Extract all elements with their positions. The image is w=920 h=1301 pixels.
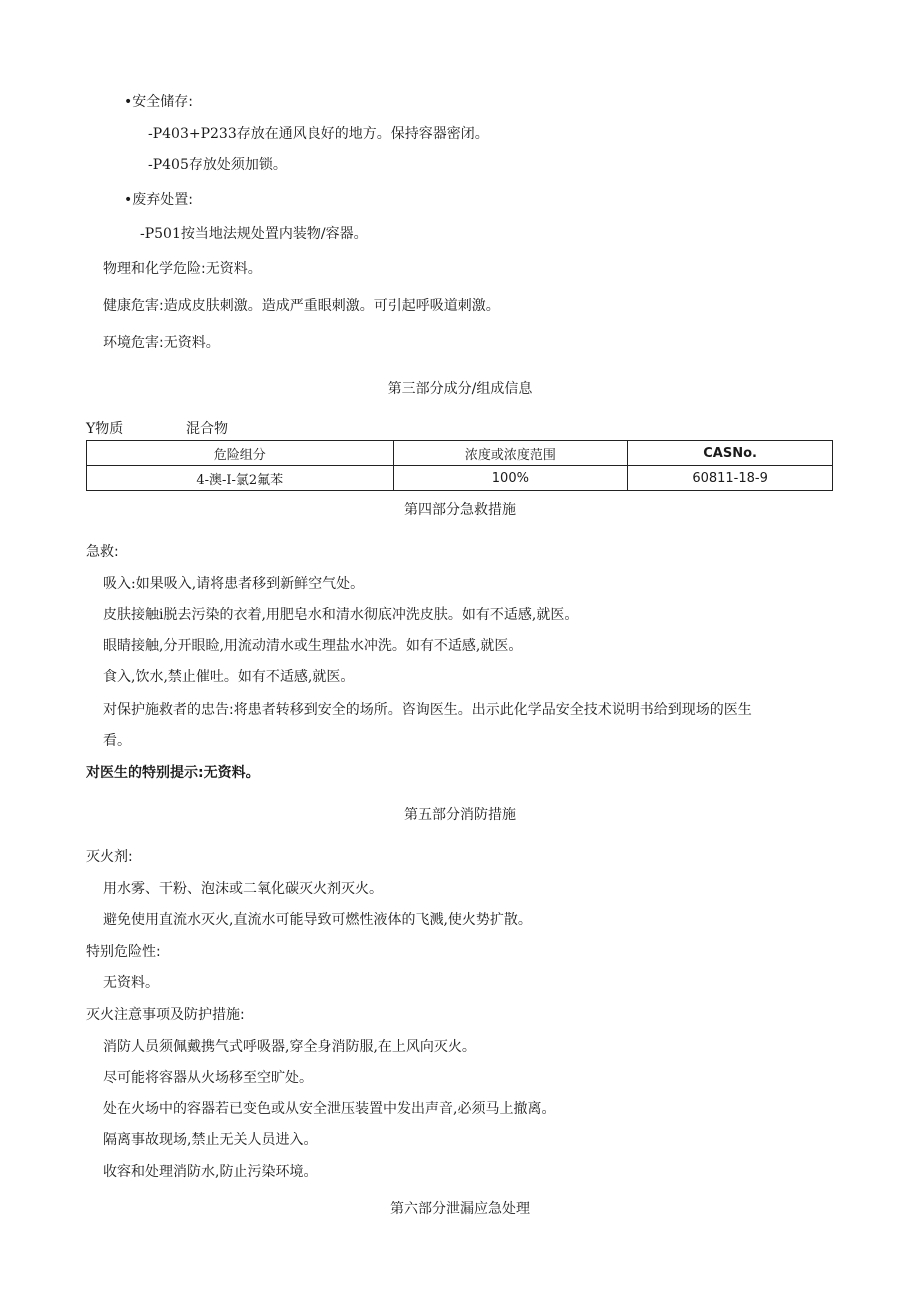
p405-statement: -P405存放处须加锁。 bbox=[148, 157, 287, 173]
table-row bbox=[87, 466, 833, 491]
precaution-2: 尽可能将容器从火场移至空旷处。 bbox=[103, 1070, 313, 1086]
ingestion-value: ,饮水,禁止催吐。如有不适感,就医。 bbox=[131, 669, 355, 685]
precaution-3: 处在火场中的容器若已变色或从安全泄压装置中发出声音,必须马上撤离。 bbox=[103, 1101, 556, 1117]
precaution-5: 收容和处理消防水,防止污染环境。 bbox=[103, 1164, 318, 1180]
rescuer-advice-continuation: 看。 bbox=[103, 733, 131, 749]
env-hazard-value: 无资料。 bbox=[163, 335, 220, 351]
rescuer-advice-line bbox=[103, 700, 752, 720]
env-hazard-label: 环境危害: bbox=[103, 335, 164, 351]
section-3-title: 第三部分成分/组成信息 bbox=[387, 381, 533, 397]
skin-contact-value: i脱去污染的衣着,用肥皂水和清水彻底冲洗皮肤。如有不适感,就医。 bbox=[159, 607, 579, 623]
health-hazard-value: 造成皮肤刺激。造成严重眼刺激。可引起呼吸道刺激。 bbox=[163, 298, 500, 314]
substance-type-value: 混合物 bbox=[186, 421, 228, 437]
precaution-1: 消防人员须佩戴携气式呼吸器,穿全身消防服,在上风向灭火。 bbox=[103, 1039, 476, 1055]
eye-contact-label: 眼睛接触 bbox=[103, 638, 159, 654]
special-hazard-value: 无资料。 bbox=[103, 975, 159, 991]
disposal-label: •废弃处置: bbox=[124, 192, 193, 208]
health-hazard-line bbox=[103, 296, 500, 316]
storage-label: •安全储存: bbox=[124, 94, 193, 110]
header-component: 危险组分 bbox=[87, 441, 394, 466]
header-cas: CASNo. bbox=[628, 441, 833, 466]
cell-cas: 60811-18-9 bbox=[628, 466, 833, 491]
phys-hazard-line bbox=[103, 259, 262, 279]
eye-contact-value: ,分开眼睑,用流动清水或生理盐水冲洗。如有不适感,就医。 bbox=[159, 638, 523, 654]
p403-statement: -P403+P233存放在通风良好的地方。保持容器密闭。 bbox=[148, 126, 489, 142]
rescuer-advice-label: 对保护施救者的忠告: bbox=[103, 702, 234, 718]
rescuer-advice-value: 将患者转移到安全的场所。咨询医生。出示此化学品安全技术说明书给到现场的医生 bbox=[233, 702, 752, 718]
firstaid-label: 急救: bbox=[86, 544, 119, 560]
ingestion-line bbox=[103, 667, 354, 687]
phys-hazard-label: 物理和化学危险: bbox=[103, 261, 206, 277]
p501-statement: -P501按当地法规处置内装物/容器。 bbox=[140, 226, 368, 242]
cell-concentration: 100% bbox=[393, 466, 628, 491]
cell-component: 4-澳-I-氯2氟苯 bbox=[87, 466, 394, 491]
section-4-title: 第四部分急救措施 bbox=[404, 502, 516, 518]
header-concentration: 浓度或浓度范围 bbox=[393, 441, 628, 466]
skin-contact-label: 皮肤接触 bbox=[103, 607, 159, 623]
composition-table bbox=[86, 440, 833, 491]
env-hazard-line bbox=[103, 333, 220, 353]
section-5-title: 第五部分消防措施 bbox=[404, 807, 516, 823]
special-hazard-label: 特别危险性: bbox=[86, 944, 161, 960]
doctor-note: 对医生的特别提示:无资料。 bbox=[86, 765, 260, 781]
table-header-row bbox=[87, 441, 833, 466]
substance-type-label: Y物质 bbox=[86, 421, 124, 437]
phys-hazard-value: 无资料。 bbox=[205, 261, 262, 277]
extinguishing-agent-label: 灭火剂: bbox=[86, 849, 133, 865]
eye-contact-line bbox=[103, 636, 522, 656]
precaution-4: 隔离事故现场,禁止无关人员进入。 bbox=[103, 1132, 318, 1148]
health-hazard-label: 健康危害: bbox=[103, 298, 164, 314]
extinguishing-agent-2: 避免使用直流水灭火,直流水可能导致可燃性液体的飞溅,使火势扩散。 bbox=[103, 912, 532, 928]
inhalation-line: 吸入:如果吸入,请将患者移到新鲜空气处。 bbox=[103, 576, 365, 592]
ingestion-label: 食入 bbox=[103, 669, 131, 685]
skin-contact-line bbox=[103, 605, 578, 625]
extinguishing-agent-1: 用水雾、干粉、泡沫或二氧化碳灭火剂灭火。 bbox=[103, 881, 383, 897]
firefighting-precaution-label: 灭火注意事项及防护措施: bbox=[86, 1007, 245, 1023]
section-6-title: 第六部分泄漏应急处理 bbox=[390, 1201, 530, 1217]
